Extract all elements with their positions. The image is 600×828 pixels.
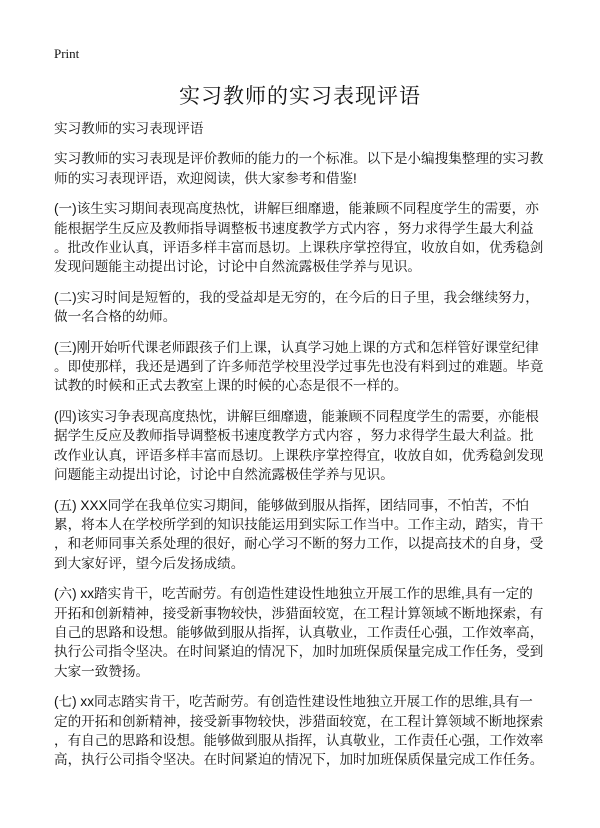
text-line: (五) XXX同学在我单位实习期间，能够做到服从指挥，团结同事，不怕苦，不怕 [54, 497, 530, 513]
text-line: 大家一致赞扬。 [54, 663, 150, 679]
text-line: 定的开拓和创新精神，接受新事物较快，涉猎面较宽，在工程计算领域不断地探索 [54, 713, 544, 729]
text-line: 。批改作业认真，评语多样丰富而恳切。上课秩序掌控得宜，收放自如，优秀稳剑 [54, 240, 544, 256]
text-line: 实习教师的实习表现是评价教师的能力的一个标准。以下是小编搜集整理的实习教 [54, 151, 544, 167]
text-line: 据学生反应及教师指导调整板书速度教学方式内容 ，努力求得学生最大利益。批 [54, 428, 534, 444]
text-line: 问题能主动提出讨论，讨论中自然流露极佳学养与见识。 [54, 467, 394, 483]
text-line: 试教的时候和正式去教室上课的时候的心态是很不一样的。 [54, 378, 408, 394]
article-body [54, 119, 574, 781]
intro-paragraph [54, 149, 574, 188]
text-line: 发现问题能主动提出讨论，讨论中自然流露极佳学养与见识。 [54, 259, 422, 275]
comment-paragraph [54, 407, 574, 485]
text-line: 累，将本人在学校所学到的知识技能运用到实际工作当中。工作主动，踏实，肯干 [54, 516, 544, 532]
text-line: (四)该实习争表现高度热忱，讲解巨细靡遗，能兼顾不同程度学生的需要，亦能根 [54, 408, 539, 424]
text-line: 高，执行公司指令坚决。在时间紧迫的情况下，加时加班保质保量完成工作任务。 [54, 752, 544, 768]
comment-paragraph [54, 288, 574, 327]
text-line: ，有自己的思路和设想。能够做到服从指挥，认真敬业，工作责任心强，工作效率 [54, 732, 544, 748]
comment-paragraph [54, 338, 574, 396]
text-line: (六) xx踏实肯干，吃苦耐劳。有创造性建设性地独立开展工作的思维,具有一定的 [54, 586, 533, 602]
text-line: (三)刚开始听代课老师跟孩子们上课，认真学习她上课的方式和怎样管好课堂纪律 [54, 339, 539, 355]
text-line: 能根据学生反应及教师指导调整板书速度教学方式内容 ，努力求得学生最大利益 [54, 220, 534, 236]
text-line: ，和老师同事关系处理的很好，耐心学习不断的努力工作，以提高技术的自身，受 [54, 536, 544, 552]
text-line: 。即使那样，我还是遇到了许多师范学校里没学过事先也没有料到过的难题。毕竟 [54, 359, 544, 375]
text-line: 自己的思路和设想。能够做到服从指挥，认真敬业，工作责任心强，工作效率高， [54, 624, 544, 640]
comment-paragraph [54, 199, 574, 277]
comment-paragraph [54, 692, 574, 770]
text-line: 做一名合格的幼师。 [54, 309, 177, 325]
text-line: 开拓和创新精神，接受新事物较快，涉猎面较宽，在工程计算领域不断地探索，有 [54, 605, 544, 621]
comment-paragraph [54, 584, 574, 681]
comment-paragraph [54, 496, 574, 574]
text-line: 到大家好评，望今后发扬成绩。 [54, 555, 245, 571]
text-line: 实习教师的实习表现评语 [54, 121, 204, 136]
print-link[interactable]: Print [54, 46, 80, 61]
subtitle [54, 119, 574, 138]
page-title: 实习教师的实习表现评语 [179, 85, 421, 108]
text-line: 师的实习表现评语，欢迎阅读，供大家参考和借鉴! [54, 170, 357, 186]
text-line: (二)实习时间是短暂的，我的受益却是无穷的，在今后的日子里，我会继续努力， [54, 289, 539, 305]
text-line: 执行公司指令坚决。在时间紧迫的情况下，加时加班保质保量完成工作任务，受到 [54, 644, 544, 660]
text-line: 改作业认真，评语多样丰富而恳切。上课秩序掌控得宜，收放自如，优秀稳剑发现 [54, 447, 544, 463]
text-line: (一)该生实习期间表现高度热忱，讲解巨细靡遗，能兼顾不同程度学生的需要，亦 [54, 201, 539, 217]
text-line: (七) xx同志踏实肯干，吃苦耐劳。有创造性建设性地独立开展工作的思维,具有一 [54, 694, 533, 710]
